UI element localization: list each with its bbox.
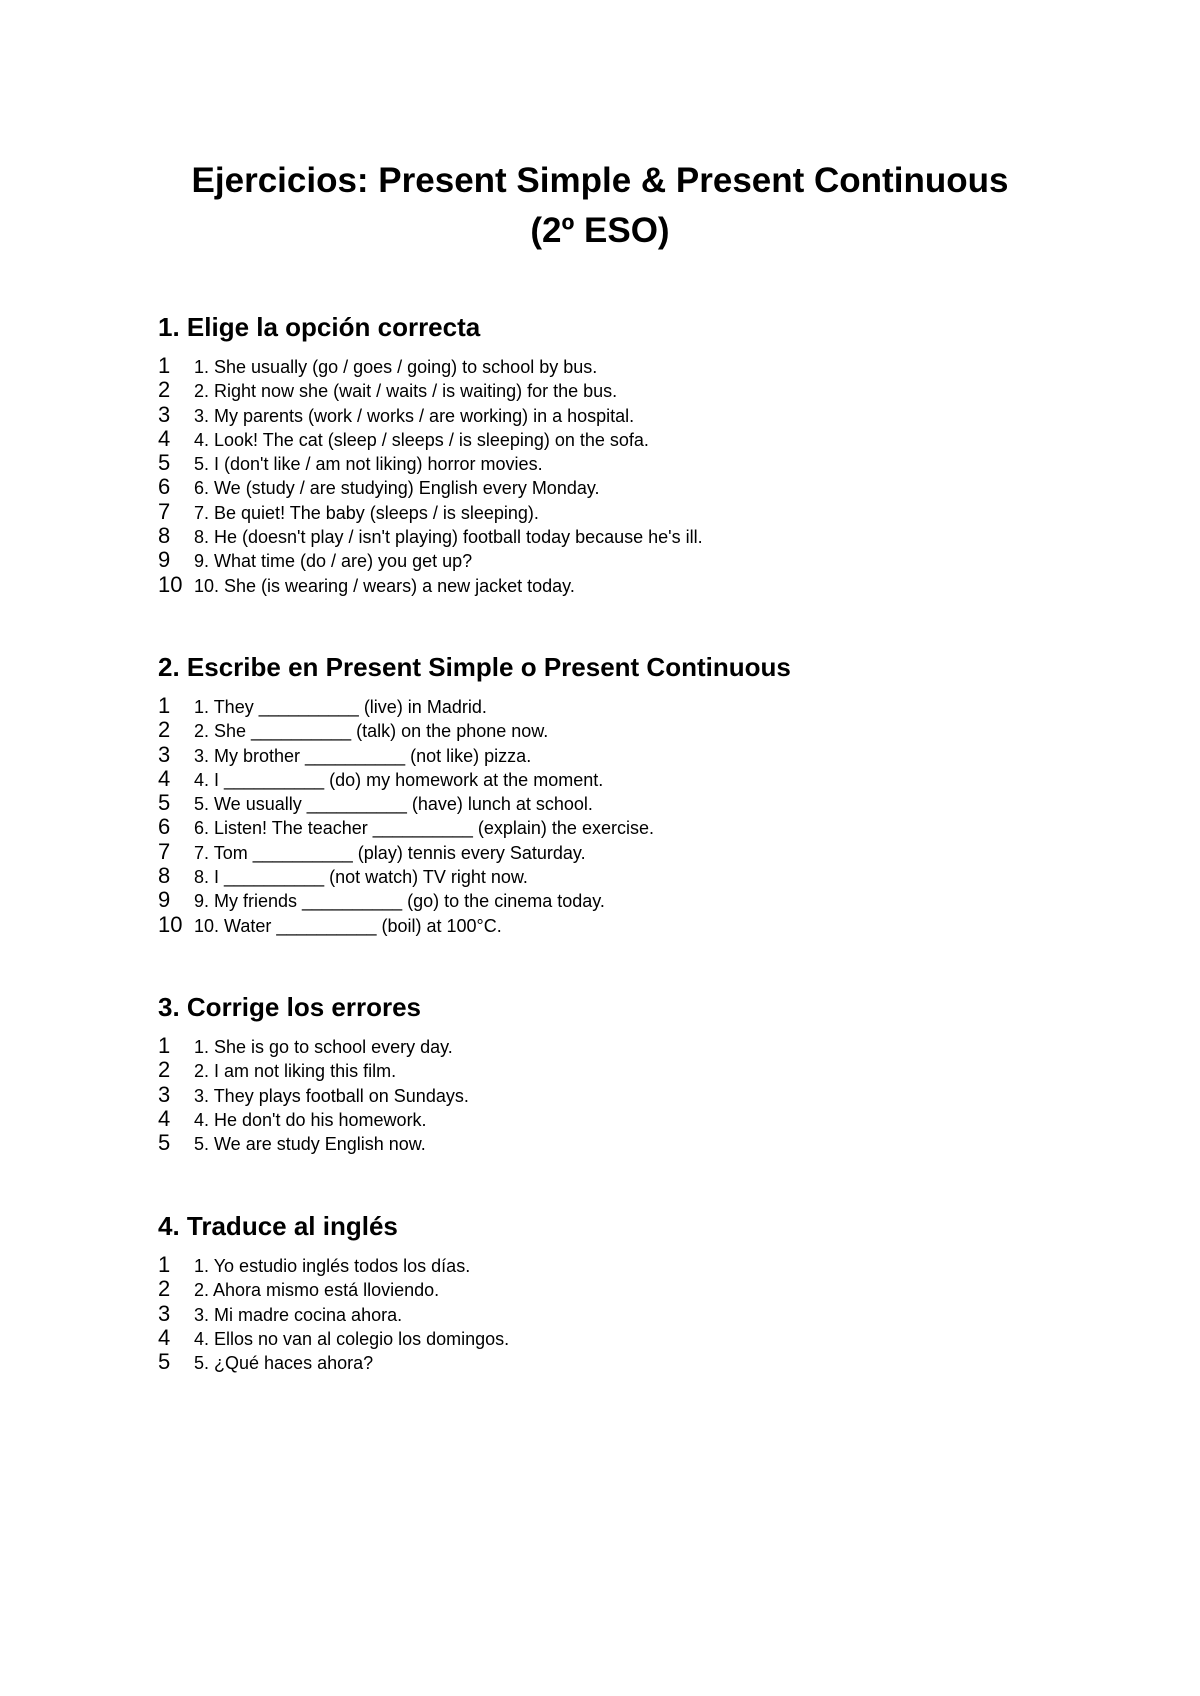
- list-item: [158, 524, 1118, 548]
- item-text: 1. Yo estudio inglés todos los días.: [194, 1256, 471, 1276]
- item-text: 7. Be quiet! The baby (sleeps / is sleeping).: [194, 502, 539, 523]
- exercise-list: [158, 354, 1118, 597]
- list-item: [158, 500, 1118, 524]
- line-number: 5: [158, 450, 171, 476]
- line-number: 1: [158, 1252, 171, 1277]
- list-item: [158, 913, 1118, 937]
- list-item: [158, 1131, 1118, 1155]
- list-item: [158, 1302, 1118, 1326]
- exercise-list: [158, 1253, 1118, 1374]
- item-text: 5. ¿Qué haces ahora?: [194, 1353, 374, 1374]
- line-number: 5: [158, 790, 171, 816]
- list-item: [158, 1350, 1118, 1374]
- list-item: [158, 451, 1118, 475]
- list-item: [158, 743, 1118, 767]
- line-number: 2: [158, 717, 171, 743]
- item-text: 10. She (is wearing / wears) a new jacket today.: [194, 575, 575, 596]
- line-number: 2: [158, 1276, 171, 1302]
- title-line-1: Ejercicios: Present Simple & Present Continuous: [191, 161, 1009, 200]
- line-number: 3: [158, 741, 171, 767]
- list-item: [158, 1058, 1118, 1082]
- section-escribe: [158, 650, 1118, 937]
- item-text: 2. Right now she (wait / waits / is waiting) for the bus.: [194, 381, 618, 402]
- page-title: [0, 156, 1200, 256]
- item-text: 2. Ahora mismo está lloviendo.: [194, 1280, 440, 1301]
- list-item: [158, 815, 1118, 839]
- line-number: 4: [158, 1324, 171, 1350]
- exercise-list: [158, 694, 1118, 937]
- line-number: 3: [158, 1300, 171, 1326]
- section-heading: 3. Corrige los errores: [158, 992, 421, 1022]
- list-item: [158, 475, 1118, 499]
- line-number: 10: [158, 571, 183, 597]
- line-number: 1: [158, 353, 171, 378]
- title-line-2: (2º ESO): [530, 211, 670, 250]
- list-item: [158, 888, 1118, 912]
- list-item: [158, 403, 1118, 427]
- line-number: 5: [158, 1349, 171, 1375]
- item-text: 3. My parents (work / works / are working) in a hospital.: [194, 405, 635, 426]
- list-item: [158, 840, 1118, 864]
- list-item: [158, 354, 1118, 378]
- item-text: 4. I __________ (do) my homework at the moment.: [194, 769, 604, 790]
- item-text: 1. They __________ (live) in Madrid.: [194, 697, 487, 717]
- line-number: 5: [158, 1130, 171, 1156]
- item-text: 2. I am not liking this film.: [194, 1061, 397, 1082]
- item-text: 3. My brother __________ (not like) pizza.: [194, 745, 532, 766]
- section-heading: 4. Traduce al inglés: [158, 1211, 398, 1241]
- item-text: 3. They plays football on Sundays.: [194, 1085, 469, 1106]
- section-heading: 2. Escribe en Present Simple o Present Continuous: [158, 652, 791, 682]
- line-number: 3: [158, 401, 171, 427]
- line-number: 9: [158, 887, 171, 913]
- list-item: [158, 548, 1118, 572]
- line-number: 3: [158, 1081, 171, 1107]
- line-number: 8: [158, 523, 171, 549]
- line-number: 7: [158, 498, 171, 524]
- line-number: 2: [158, 1057, 171, 1083]
- line-number: 6: [158, 474, 171, 500]
- item-text: 7. Tom __________ (play) tennis every Saturday.: [194, 842, 586, 863]
- item-text: 5. We usually __________ (have) lunch at school.: [194, 794, 593, 815]
- item-text: 3. Mi madre cocina ahora.: [194, 1304, 403, 1325]
- section-corrige: [158, 990, 1118, 1155]
- item-text: 1. She is go to school every day.: [194, 1037, 453, 1057]
- item-text: 6. We (study / are studying) English every Monday.: [194, 478, 600, 499]
- line-number: 4: [158, 765, 171, 791]
- item-text: 1. She usually (go / goes / going) to school by bus.: [194, 357, 598, 377]
- list-item: [158, 791, 1118, 815]
- section-traduce: [158, 1209, 1118, 1374]
- list-item: [158, 1107, 1118, 1131]
- line-number: 7: [158, 838, 171, 864]
- item-text: 9. What time (do / are) you get up?: [194, 551, 473, 572]
- line-number: 1: [158, 1033, 171, 1058]
- line-number: 4: [158, 425, 171, 451]
- list-item: [158, 1083, 1118, 1107]
- list-item: [158, 1277, 1118, 1301]
- list-item: [158, 864, 1118, 888]
- item-text: 5. We are study English now.: [194, 1134, 426, 1155]
- list-item: [158, 573, 1118, 597]
- item-text: 6. Listen! The teacher __________ (explain) the exercise.: [194, 818, 654, 839]
- item-text: 8. He (doesn't play / isn't playing) football today because he's ill.: [194, 527, 703, 548]
- item-text: 10. Water __________ (boil) at 100°C.: [194, 915, 502, 936]
- section-heading: 1. Elige la opción correcta: [158, 312, 481, 342]
- item-text: 5. I (don't like / am not liking) horror movies.: [194, 454, 543, 475]
- list-item: [158, 1253, 1118, 1277]
- item-text: 2. She __________ (talk) on the phone now.: [194, 721, 549, 742]
- list-item: [158, 694, 1118, 718]
- line-number: 10: [158, 911, 183, 937]
- item-text: 9. My friends __________ (go) to the cinema today.: [194, 891, 605, 912]
- line-number: 8: [158, 863, 171, 889]
- list-item: [158, 378, 1118, 402]
- section-elige: [158, 310, 1118, 597]
- item-text: 8. I __________ (not watch) TV right now.: [194, 867, 528, 888]
- item-text: 4. Ellos no van al colegio los domingos.: [194, 1328, 510, 1349]
- list-item: [158, 427, 1118, 451]
- list-item: [158, 767, 1118, 791]
- line-number: 4: [158, 1105, 171, 1131]
- line-number: 9: [158, 547, 171, 573]
- list-item: [158, 1326, 1118, 1350]
- exercise-list: [158, 1034, 1118, 1155]
- line-number: 2: [158, 377, 171, 403]
- list-item: [158, 718, 1118, 742]
- item-text: 4. He don't do his homework.: [194, 1109, 427, 1130]
- list-item: [158, 1034, 1118, 1058]
- line-number: 6: [158, 814, 171, 840]
- item-text: 4. Look! The cat (sleep / sleeps / is sleeping) on the sofa.: [194, 429, 649, 450]
- line-number: 1: [158, 693, 171, 718]
